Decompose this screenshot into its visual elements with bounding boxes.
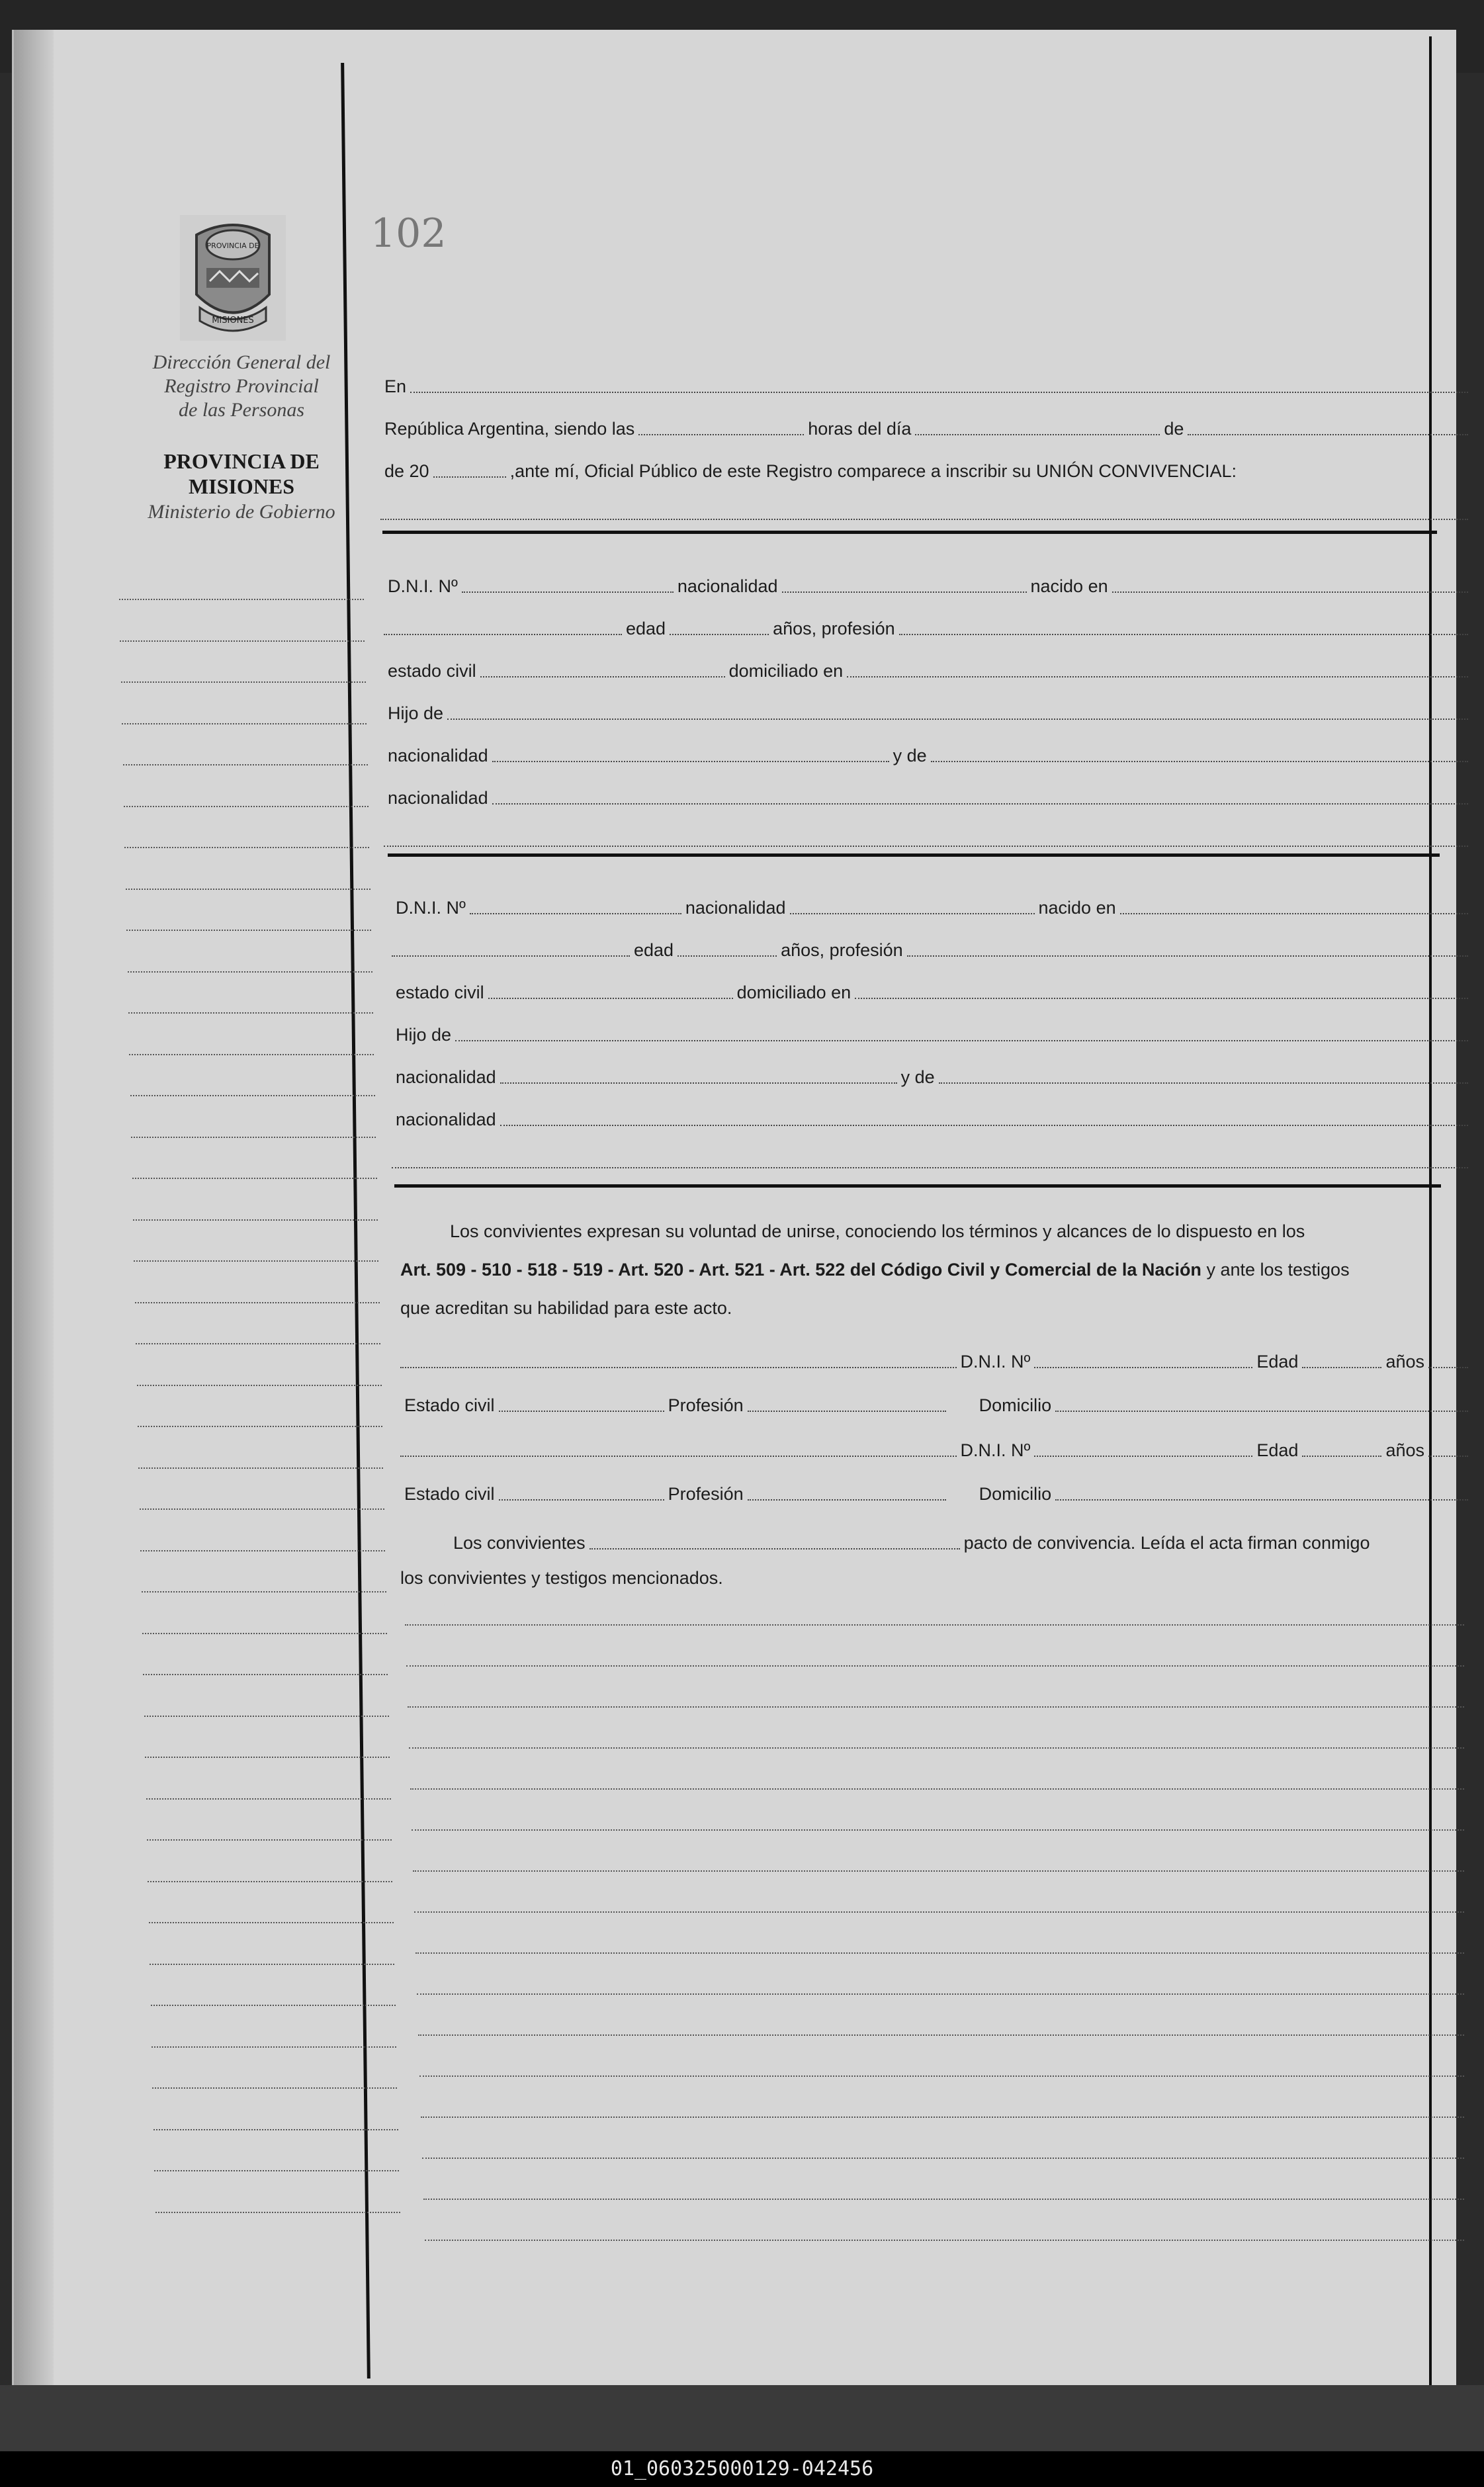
field-nacido-en-cont (384, 634, 622, 635)
field-nacionalidad-padre (500, 1082, 897, 1084)
field-testigo-anos-dots (1428, 1456, 1468, 1457)
label-hijo-de: Hijo de (388, 703, 444, 723)
field-nacido-en (1112, 591, 1468, 593)
field-testigo-profesion (748, 1499, 946, 1501)
margin-dotted-line (147, 1839, 392, 1841)
margin-dotted-line (149, 1922, 394, 1923)
field-testigo-estado-civil (499, 1499, 664, 1501)
row (392, 1023, 1468, 1045)
row (384, 786, 1468, 808)
field-madre (939, 1082, 1468, 1084)
label-pacto: pacto de convivencia. Leída el acta firman conmigo (963, 1533, 1370, 1553)
seal-text-bottom: MISIONES (212, 316, 254, 326)
margin-dotted-line (123, 764, 368, 765)
field-testigo-anos-dots (1428, 1367, 1468, 1368)
field-nacionalidad (782, 591, 1027, 593)
label-de-20: de 20 (384, 461, 429, 481)
section-divider-3 (394, 1184, 1441, 1188)
field-testigo-dni (1034, 1367, 1252, 1368)
person-line-4 (384, 701, 1468, 724)
field-en (410, 392, 1468, 393)
label-profesion: años, profesión (773, 619, 895, 638)
signature-line (412, 1829, 1464, 1831)
label-edad: edad (634, 940, 674, 960)
row (400, 1482, 1468, 1505)
row (384, 617, 1468, 639)
person-line-4 (392, 1023, 1468, 1045)
label-profesion: años, profesión (781, 940, 903, 960)
field-testigo-edad (1302, 1456, 1381, 1457)
intro-line-3 (380, 459, 1468, 482)
field-dni (462, 591, 674, 593)
field-nacionalidad-padre (492, 761, 889, 762)
field-testigo-nombre (400, 1367, 957, 1368)
field-pacto (589, 1548, 960, 1549)
ministry-name: Ministerio de Gobierno (148, 501, 335, 523)
field-anio (433, 476, 506, 478)
label-dni: D.N.I. Nº (396, 898, 466, 918)
signature-line (409, 1747, 1464, 1749)
row (400, 1350, 1468, 1372)
margin-dotted-line (135, 1302, 380, 1303)
margin-dotted-line (121, 681, 366, 683)
field-testigo-edad (1302, 1367, 1381, 1368)
label-y-de: y de (893, 746, 927, 765)
intro-line-2 (380, 417, 1468, 439)
person-line-1 (384, 574, 1468, 597)
field-mes (1188, 434, 1468, 435)
person-line-1 (392, 896, 1468, 918)
label-estado-civil: estado civil (396, 982, 484, 1002)
margin-dotted-line (124, 806, 369, 807)
margin-dotted-line (126, 930, 371, 931)
declaration-articles: Art. 509 - 510 - 518 - 519 - Art. 520 - Art. 521 - Art. 522 del Código Civil y Comercial de la Nación (400, 1260, 1201, 1280)
field-blank (380, 519, 1468, 520)
margin-dotted-line (142, 1591, 386, 1593)
witness-2-line-1 (400, 1438, 1468, 1461)
margin-dotted-line (129, 1054, 374, 1055)
person-line-7 (384, 828, 1468, 851)
margin-dotted-line (151, 2005, 396, 2006)
institution-name-line1: Dirección General del (152, 351, 331, 373)
label-nacionalidad-madre: nacionalidad (396, 1110, 496, 1129)
label-testigo-edad: Edad (1256, 1352, 1299, 1372)
field-testigo-nombre (400, 1456, 957, 1457)
field-domicilio (847, 676, 1468, 677)
label-testigo-estado-civil: Estado civil (404, 1484, 495, 1504)
row (384, 701, 1468, 724)
field-nacido-en-cont (392, 955, 630, 957)
person-line-5 (392, 1065, 1468, 1088)
field-dia (915, 434, 1160, 435)
margin-dotted-line (153, 2129, 398, 2130)
label-testigo-estado-civil: Estado civil (404, 1395, 495, 1415)
margin-dotted-line (120, 640, 365, 642)
field-nacionalidad-madre (500, 1125, 1468, 1126)
declaration-line-1: Los convivientes expresan su voluntad de unirse, conociendo los términos y alcances de lo dispuesto en los (450, 1221, 1305, 1241)
label-testigo-domicilio: Domicilio (979, 1484, 1052, 1504)
person-line-6 (392, 1108, 1468, 1130)
row (400, 1393, 1468, 1416)
institution-name-line3: de las Personas (179, 399, 304, 421)
row (392, 938, 1468, 961)
margin-dotted-line (140, 1550, 385, 1551)
signature-line (405, 1624, 1464, 1626)
field-madre (931, 761, 1468, 762)
institution-name-line2: Registro Provincial (164, 375, 319, 397)
label-estado-civil: estado civil (388, 661, 476, 681)
field-edad (670, 634, 769, 635)
margin-dotted-line (152, 2046, 396, 2048)
field-edad (677, 955, 777, 957)
field-profesion (899, 634, 1468, 635)
witness-2-line-2 (400, 1482, 1468, 1505)
field-padre (447, 719, 1468, 720)
margin-dotted-line (136, 1343, 380, 1344)
row (384, 828, 1468, 851)
intro-line-1 (380, 374, 1468, 397)
label-nacionalidad-madre: nacionalidad (388, 788, 488, 808)
row (392, 1150, 1468, 1172)
field-testigo-dni (1034, 1456, 1252, 1457)
margin-dotted-line (155, 2212, 400, 2213)
margin-dotted-line (126, 889, 371, 890)
signature-line (417, 1993, 1464, 1995)
signature-line (406, 1665, 1464, 1667)
row (392, 981, 1468, 1003)
row (392, 1108, 1468, 1130)
margin-dotted-line (150, 1964, 394, 1965)
person-line-2 (384, 617, 1468, 639)
label-republica: República Argentina, siendo las (384, 419, 635, 439)
label-nacido-en: nacido en (1030, 576, 1108, 596)
label-testigo-anos: años (1385, 1440, 1424, 1460)
label-los-convivientes: Los convivientes (453, 1533, 586, 1553)
person-line-6 (384, 786, 1468, 808)
margin-dotted-line (154, 2170, 399, 2171)
label-horas-del-dia: horas del día (808, 419, 912, 439)
person-line-5 (384, 744, 1468, 766)
field-estado-civil (488, 998, 733, 999)
signature-line (421, 2116, 1464, 2118)
witness-1-line-2 (400, 1393, 1468, 1416)
margin-dotted-line (131, 1137, 376, 1138)
margin-dotted-line (128, 971, 372, 973)
field-blank (392, 1167, 1468, 1168)
field-testigo-estado-civil (499, 1411, 664, 1412)
declaration-articles-rest: y ante los testigos (1206, 1260, 1350, 1280)
field-nacido-en (1120, 913, 1468, 914)
label-nacionalidad: nacionalidad (685, 898, 786, 918)
label-hijo-de: Hijo de (396, 1025, 452, 1045)
label-en: En (384, 376, 407, 396)
field-estado-civil (480, 676, 725, 677)
signature-line (410, 1788, 1464, 1790)
label-ante-mi: ,ante mí, Oficial Público de este Registro comparece a inscribir su UNIÓN CONVIVENCIAL: (509, 461, 1237, 481)
margin-dotted-line (132, 1178, 377, 1179)
province-name-line1: PROVINCIA DE (163, 449, 320, 473)
person-line-2 (392, 938, 1468, 961)
row (384, 744, 1468, 766)
signature-line (414, 1911, 1464, 1913)
label-testigo-dni: D.N.I. Nº (960, 1352, 1031, 1372)
closing-line-2: los convivientes y testigos mencionados. (400, 1568, 723, 1588)
field-domicilio (855, 998, 1468, 999)
province-name-line2: MISIONES (188, 474, 295, 498)
intro-line-4 (380, 502, 1468, 524)
signature-line (408, 1706, 1464, 1708)
label-testigo-anos: años (1385, 1352, 1424, 1372)
margin-dotted-line (130, 1095, 375, 1096)
field-nacionalidad (790, 913, 1035, 914)
margin-dotted-line (144, 1716, 389, 1717)
closing-line-1 (400, 1531, 1465, 1553)
footer-image-id: 01_060325000129-042456 (0, 2451, 1484, 2487)
label-dni: D.N.I. Nº (388, 576, 458, 596)
margin-dotted-line (124, 847, 369, 848)
label-testigo-profesion: Profesión (668, 1484, 744, 1504)
margin-dotted-line (119, 599, 364, 600)
margin-dotted-line (148, 1881, 392, 1882)
section-divider-1 (382, 531, 1437, 534)
field-profesion (907, 955, 1468, 957)
label-nacionalidad: nacionalidad (677, 576, 778, 596)
signature-line (425, 2240, 1464, 2241)
signature-line (415, 1952, 1464, 1954)
provincial-seal-icon (180, 215, 286, 341)
margin-dotted-line (146, 1798, 391, 1800)
row (384, 574, 1468, 597)
field-hora (638, 434, 804, 435)
margin-dotted-line (140, 1508, 384, 1510)
section-divider-2 (388, 853, 1440, 857)
label-nacido-en: nacido en (1038, 898, 1116, 918)
label-nacionalidad-padre: nacionalidad (388, 746, 488, 765)
field-blank (384, 846, 1468, 847)
label-nacionalidad-padre: nacionalidad (396, 1067, 496, 1087)
label-testigo-dni: D.N.I. Nº (960, 1440, 1031, 1460)
margin-dotted-line (133, 1219, 378, 1221)
margin-dotted-line (143, 1674, 388, 1675)
field-testigo-profesion (748, 1411, 946, 1412)
field-testigo-domicilio (1055, 1411, 1468, 1412)
label-domiciliado: domiciliado en (728, 661, 844, 681)
label-testigo-edad: Edad (1256, 1440, 1299, 1460)
margin-dotted-line (128, 1012, 373, 1014)
witness-1-line-1 (400, 1350, 1468, 1372)
person-line-3 (392, 981, 1468, 1003)
label-domiciliado: domiciliado en (736, 982, 851, 1002)
field-nacionalidad-madre (492, 803, 1468, 805)
margin-dotted-line (138, 1426, 382, 1427)
margin-dotted-line (122, 723, 367, 724)
person-line-7 (392, 1150, 1468, 1172)
label-testigo-domicilio: Domicilio (979, 1395, 1052, 1415)
declaration-line-3: que acreditan su habilidad para este acto. (400, 1298, 732, 1318)
signature-line (418, 2034, 1464, 2036)
signature-line (423, 2199, 1464, 2200)
folio-number: 102 (371, 210, 447, 257)
scan-background-bottom (0, 2385, 1484, 2451)
label-edad: edad (626, 619, 666, 638)
label-de: de (1164, 419, 1184, 439)
row (400, 1438, 1468, 1461)
margin-dotted-line (142, 1633, 387, 1634)
margin-dotted-line (152, 2087, 397, 2089)
declaration-line-2 (400, 1250, 1436, 1289)
label-y-de: y de (900, 1067, 935, 1087)
row (392, 896, 1468, 918)
signature-line (422, 2158, 1464, 2159)
signature-line (413, 1870, 1464, 1872)
row (384, 659, 1468, 681)
field-padre (455, 1040, 1468, 1041)
field-dni (470, 913, 681, 914)
seal-text-top: PROVINCIA DE (206, 241, 259, 250)
margin-dotted-line (134, 1260, 378, 1262)
label-testigo-profesion: Profesión (668, 1395, 744, 1415)
margin-dotted-line (138, 1467, 383, 1469)
margin-dotted-line (145, 1757, 390, 1758)
person-line-3 (384, 659, 1468, 681)
signature-line (419, 2075, 1464, 2077)
margin-dotted-line (137, 1385, 382, 1386)
field-testigo-domicilio (1055, 1499, 1468, 1501)
row (392, 1065, 1468, 1088)
